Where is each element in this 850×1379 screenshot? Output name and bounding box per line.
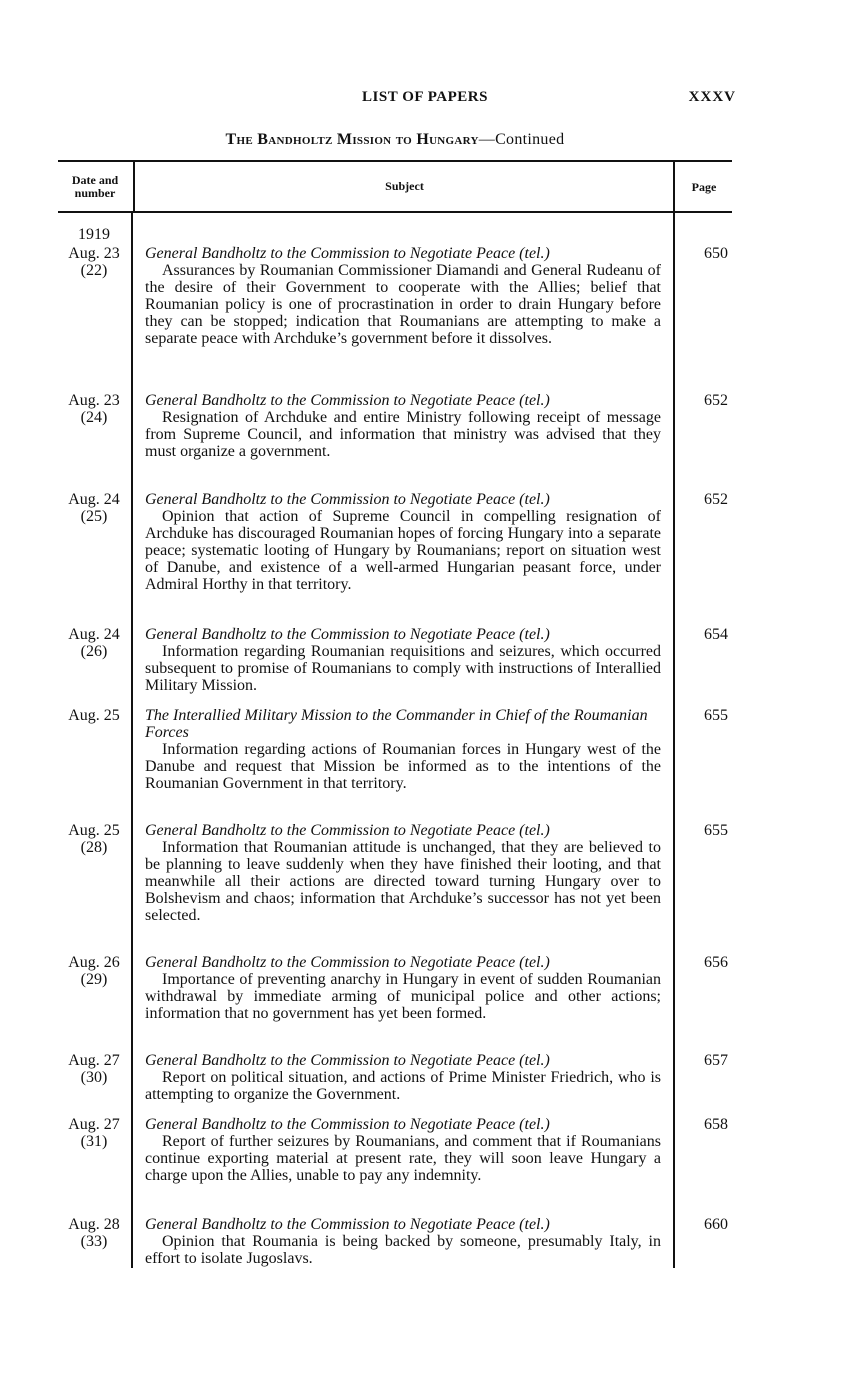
- entry-date: [40, 491, 148, 525]
- entry-date: [40, 626, 148, 660]
- entry-tel-marker: (tel.): [519, 822, 550, 839]
- entry-date: [40, 1052, 148, 1086]
- entry-title: [145, 1052, 661, 1069]
- entry-subject: [145, 822, 661, 924]
- entry-page: 654: [704, 626, 728, 643]
- entry-date: [40, 245, 148, 279]
- column-header-date: Date and number: [71, 173, 119, 200]
- entry-date-text: Aug. 24: [68, 626, 120, 643]
- entry-number: (28): [80, 839, 108, 856]
- entry-title-text: General Bandholtz to the Commission to Negotiate Peace: [145, 1216, 516, 1233]
- entry-description: Information that Roumanian attitude is unchanged, that they are believed to be planning to leave suddenly when they have finished their looting, and that meanwhile all their actions are directed toward turning Hungary over to Bolshevism and chaos; information that Archduke’s successor has not yet been selected.: [145, 839, 661, 924]
- entry-title-text: General Bandholtz to the Commission to Negotiate Peace: [145, 1052, 516, 1069]
- entry-number: (31): [80, 1133, 108, 1150]
- entry-date-text: Aug. 23: [68, 245, 120, 262]
- entry-subject: [145, 491, 661, 593]
- entry-title: [145, 822, 661, 839]
- table-top-rule: [58, 160, 732, 162]
- entry-page: 657: [704, 1052, 728, 1069]
- entry-subject: [145, 954, 661, 1022]
- entry-tel-marker: (tel.): [519, 1052, 550, 1069]
- entry-title-text: General Bandholtz to the Commission to Negotiate Peace: [145, 245, 516, 262]
- year-label: 1919: [78, 226, 110, 243]
- entry-page: 650: [704, 245, 728, 262]
- entry-page: 660: [704, 1216, 728, 1233]
- entry-page: 652: [704, 392, 728, 409]
- entry-tel-marker: (tel.): [519, 245, 550, 262]
- entry-number: (24): [80, 409, 108, 426]
- entry-number: (26): [80, 643, 108, 660]
- entry-number: (29): [80, 971, 108, 988]
- entry-description: Importance of preventing anarchy in Hungary in event of sudden Roumanian withdrawal by immediate arming of municipal police and other actions; information that no government has yet been formed.: [145, 971, 661, 1022]
- running-title: LIST OF PAPERS: [362, 89, 488, 105]
- entry-date-text: Aug. 27: [68, 1052, 120, 1069]
- entry-description: Report of further seizures by Roumanians, and comment that if Roumanians continue exporting material at present rate, they will soon leave Hungary a charge upon the Allies, unable to pay any indemnity.: [145, 1133, 661, 1184]
- column-header-page: Page: [691, 180, 717, 194]
- entry-title-text: General Bandholtz to the Commission to Negotiate Peace: [145, 1116, 516, 1133]
- entry-title-text: General Bandholtz to the Commission to Negotiate Peace: [145, 626, 516, 643]
- entry-title-text: General Bandholtz to the Commission to Negotiate Peace: [145, 491, 516, 508]
- entry-subject: [145, 1216, 661, 1267]
- entry-date-text: Aug. 26: [68, 954, 120, 971]
- entry-subject: [145, 707, 661, 792]
- entry-date: [40, 822, 148, 856]
- entry-date: [40, 954, 148, 988]
- entry-page: 652: [704, 491, 728, 508]
- entry-title-text: General Bandholtz to the Commission to Negotiate Peace: [145, 822, 516, 839]
- entry-date-text: Aug. 28: [68, 1216, 120, 1233]
- entry-tel-marker: (tel.): [519, 626, 550, 643]
- column-header-subject: Subject: [385, 179, 424, 193]
- entry-number: (33): [80, 1233, 108, 1250]
- entry-number: (22): [80, 262, 108, 279]
- entry-description: Opinion that action of Supreme Council in compelling resignation of Archduke has discouraged Roumanian hopes of forcing Hungary into a separate peace; systematic looting of Hungary by Roumanians; report on situation west of Danube, and existence of a well-armed Hungarian peasant force, under Admiral Horthy in that territory.: [145, 508, 661, 593]
- entry-date-text: Aug. 25: [68, 707, 120, 724]
- entry-number: (30): [80, 1069, 108, 1086]
- page-number-roman: XXXV: [688, 89, 736, 105]
- entry-description: Assurances by Roumanian Commissioner Diamandi and General Rudeanu of the desire of their Government to cooperate with the Allies; belief that Roumanian policy is one of procrastination in order to drain Hungary before they can be stopped; indication that Roumanians are attempting to make a separate peace with Archduke’s government before it dissolves.: [145, 262, 661, 347]
- entry-title: [145, 245, 661, 262]
- entry-title: [145, 954, 661, 971]
- table-header-rule: [58, 211, 732, 213]
- entry-tel-marker: (tel.): [519, 491, 550, 508]
- entry-tel-marker: (tel.): [519, 954, 550, 971]
- entry-description: Report on political situation, and actions of Prime Minister Friedrich, who is attempting to organize the Government.: [145, 1069, 661, 1103]
- entry-page: 655: [704, 707, 728, 724]
- entry-title: [145, 491, 661, 508]
- entry-description: Resignation of Archduke and entire Ministry following receipt of message from Supreme Council, and information that ministry was advised that they must organize a government.: [145, 409, 661, 460]
- entry-date-text: Aug. 27: [68, 1116, 120, 1133]
- entry-page: 658: [704, 1116, 728, 1133]
- entry-title: [145, 392, 661, 409]
- entry-title: [145, 626, 661, 643]
- entry-tel-marker: (tel.): [519, 1116, 550, 1133]
- entry-title: [145, 707, 661, 741]
- entry-title-text: General Bandholtz to the Commission to Negotiate Peace: [145, 954, 516, 971]
- entry-subject: [145, 626, 661, 694]
- section-suffix: —Continued: [478, 131, 565, 148]
- entry-tel-marker: (tel.): [519, 1216, 550, 1233]
- entry-date: [40, 392, 148, 426]
- entry-number: (25): [80, 508, 108, 525]
- entry-page: 655: [704, 822, 728, 839]
- entry-title: [145, 1116, 661, 1133]
- entry-title-text: The Interallied Military Mission to the Commander in Chief of the Roumanian Forces: [145, 707, 648, 741]
- column-divider-left: [133, 160, 135, 213]
- entry-date-text: Aug. 23: [68, 392, 120, 409]
- entry-date: [40, 1116, 148, 1150]
- entry-description: Opinion that Roumania is being backed by someone, presumably Italy, in effort to isolate Jugoslavs.: [145, 1233, 661, 1267]
- entry-description: Information regarding Roumanian requisitions and seizures, which occurred subsequent to promise of Roumanians to comply with instructions of Interallied Military Mission.: [145, 643, 661, 694]
- entry-subject: [145, 245, 661, 347]
- entry-page: 656: [704, 954, 728, 971]
- section-heading: [0, 131, 790, 149]
- entry-date: [40, 707, 148, 724]
- entry-date-text: Aug. 24: [68, 491, 120, 508]
- column-divider-right: [673, 160, 675, 1268]
- section-title: The Bandholtz Mission to Hungary: [225, 131, 479, 148]
- entry-title: [145, 1216, 661, 1233]
- entry-description: Information regarding actions of Roumanian forces in Hungary west of the Danube and request that Mission be informed as to the intentions of the Roumanian Government in that territory.: [145, 741, 661, 792]
- column-divider-left-body: [131, 213, 133, 1268]
- entry-subject: [145, 392, 661, 460]
- entry-subject: [145, 1116, 661, 1184]
- entry-title-text: General Bandholtz to the Commission to Negotiate Peace: [145, 392, 516, 409]
- entry-date-text: Aug. 25: [68, 822, 120, 839]
- entry-subject: [145, 1052, 661, 1103]
- entry-date: [40, 1216, 148, 1250]
- entry-tel-marker: (tel.): [519, 392, 550, 409]
